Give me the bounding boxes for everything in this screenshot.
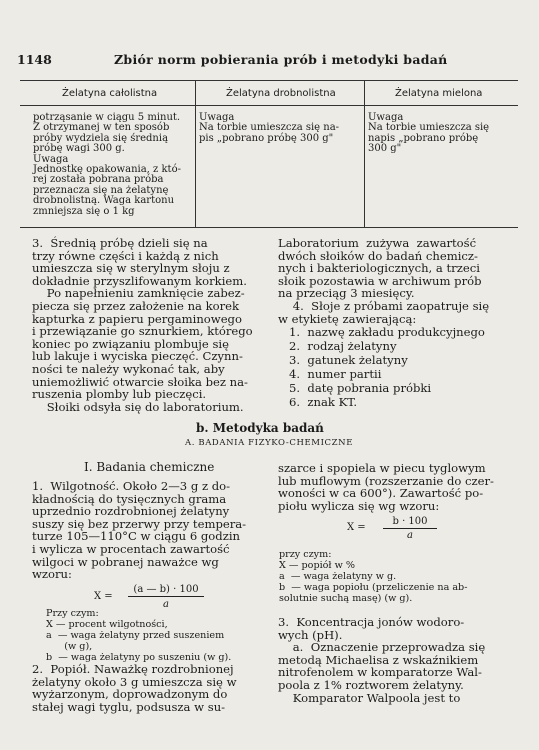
formula-legend-ash: przy czym: X — popiół w % a — waga żelatyny w g. b — waga popiołu (przeliczenie na ab- solutnie suchą masę) (w g). xyxy=(279,549,468,604)
list-item: 4. numer partii xyxy=(289,367,382,381)
ph-paragraph: 3. Koncentracja jonów wodoro- wych (pH). a. Oznaczenie przeprowadza się metodą Michaelisa z wskaźnikiem nitrofenolem w komparatorze Wal- poola z 1% roztworem żelatyny. Komparator Walpoola jest to xyxy=(278,615,486,705)
table-header-col3: Żelatyna mielona xyxy=(395,88,483,99)
section-heading-a: A. BADANIA FIZYKO-CHEMICZNE xyxy=(185,438,353,448)
section-heading-b: b. Metodyka badań xyxy=(196,421,324,435)
page-number: 1148 xyxy=(17,52,52,67)
formula-denominator: a xyxy=(163,599,169,610)
formula-numerator: (a — b) · 100 xyxy=(133,584,199,595)
formula-lhs: X = xyxy=(347,522,366,533)
fraction-bar xyxy=(128,596,204,597)
table-header-rule xyxy=(20,105,518,106)
list-item: 3. gatunek żelatyny xyxy=(289,353,408,367)
list-item: 2. rodzaj żelatyny xyxy=(289,339,397,353)
table-cell-col3: Uwaga Na torbie umieszcza się napis „pobrano próbę 300 g" xyxy=(368,112,490,155)
ash-paragraph-continued: szarce i spopiela w piecu tyglowym lub muflowym (rozszerzanie do czer- woności w ca 600°). Zawartość po- piołu wylicza się wg wzoru: xyxy=(278,461,494,513)
table-top-rule xyxy=(20,80,518,81)
table-header-col1: Żelatyna całolistna xyxy=(62,88,158,99)
table-bottom-rule xyxy=(20,227,518,228)
formula-numerator: b · 100 xyxy=(392,516,428,527)
list-item: 1. nazwę zakładu produkcyjnego xyxy=(289,325,485,339)
ash-paragraph: 2. Popiół. Naważkę rozdrobnionej żelatyny około 3 g umieszcza się w wyżarzonym, doprowadzonym do stałej wagi tyglu, podsusza w su- xyxy=(32,662,237,714)
right-column-text-top: Laboratorium zużywa zawartość dwóch słoików do badań chemicz- nych i bakteriologicznych, a trzeci słoik pozostawia w archiwum prób na przeciąg 3 miesięcy. 4. Słoje z próbami zaopatruje się w etykietę zawierającą: xyxy=(278,236,490,326)
formula-denominator: a xyxy=(407,530,413,541)
table-cell-col2: Uwaga Na torbie umieszcza się na- pis „pobrano próbę 300 g" xyxy=(199,112,340,144)
running-title: Zbiór norm pobierania prób i metodyki badań xyxy=(114,52,448,67)
section-heading-chemical: I. Badania chemiczne xyxy=(84,460,215,474)
table-col-divider-1 xyxy=(195,80,196,227)
left-column-text-top: 3. Średnią próbę dzieli się na trzy równe części i każdą z nich umieszcza się w sterylnym słoju z dokładnie przyszlifowanym korkiem. Po napełnieniu zamknięcie zabez- piecza się przez założenie na korek kapturka z papieru pergaminowego i przewiązanie go sznurkiem, którego koniec po związaniu plombuje się lub lakuje i wyciska pieczęć. Czynn- ności te należy wykonać tak, aby uniemożliwić otwarcie słoika bez na- ruszenia plomby lub pieczęci. Słoiki odsyła się do laboratorium. xyxy=(32,236,253,414)
list-item: 6. znak KT. xyxy=(289,395,358,409)
list-item: 5. datę pobrania próbki xyxy=(289,381,432,395)
table-cell-col1: potrząsanie w ciągu 5 minut. Z otrzymanej w ten sposób próby wydziela się średnią próbę wagi 300 g. Uwaga Jednostkę opakowania, z któ- rej została pobrana próba przeznacza się na żelatynę drobnolistną. Waga kartonu zmniejsza się o 1 kg xyxy=(33,112,181,217)
formula-lhs: X = xyxy=(94,591,113,602)
table-col-divider-2 xyxy=(364,80,365,227)
formula-legend-moisture: Przy czym: X — procent wilgotności, a — waga żelatyny przed suszeniem (w g), b — waga żelatyny po suszeniu (w g). xyxy=(46,608,232,663)
fraction-bar xyxy=(383,528,437,529)
moisture-paragraph: 1. Wilgotność. Około 2—3 g z do- kładnością do tysięcznych grama uprzednio rozdrobnionej żelatyny suszy się bez przerwy przy tempera- turze 105—110°C w ciągu 6 godzin i wylicza w procentach zawartość wilgoci w pobranej naważce wg wzoru: xyxy=(32,479,247,582)
table-header-col2: Żelatyna drobnolistna xyxy=(226,88,336,99)
